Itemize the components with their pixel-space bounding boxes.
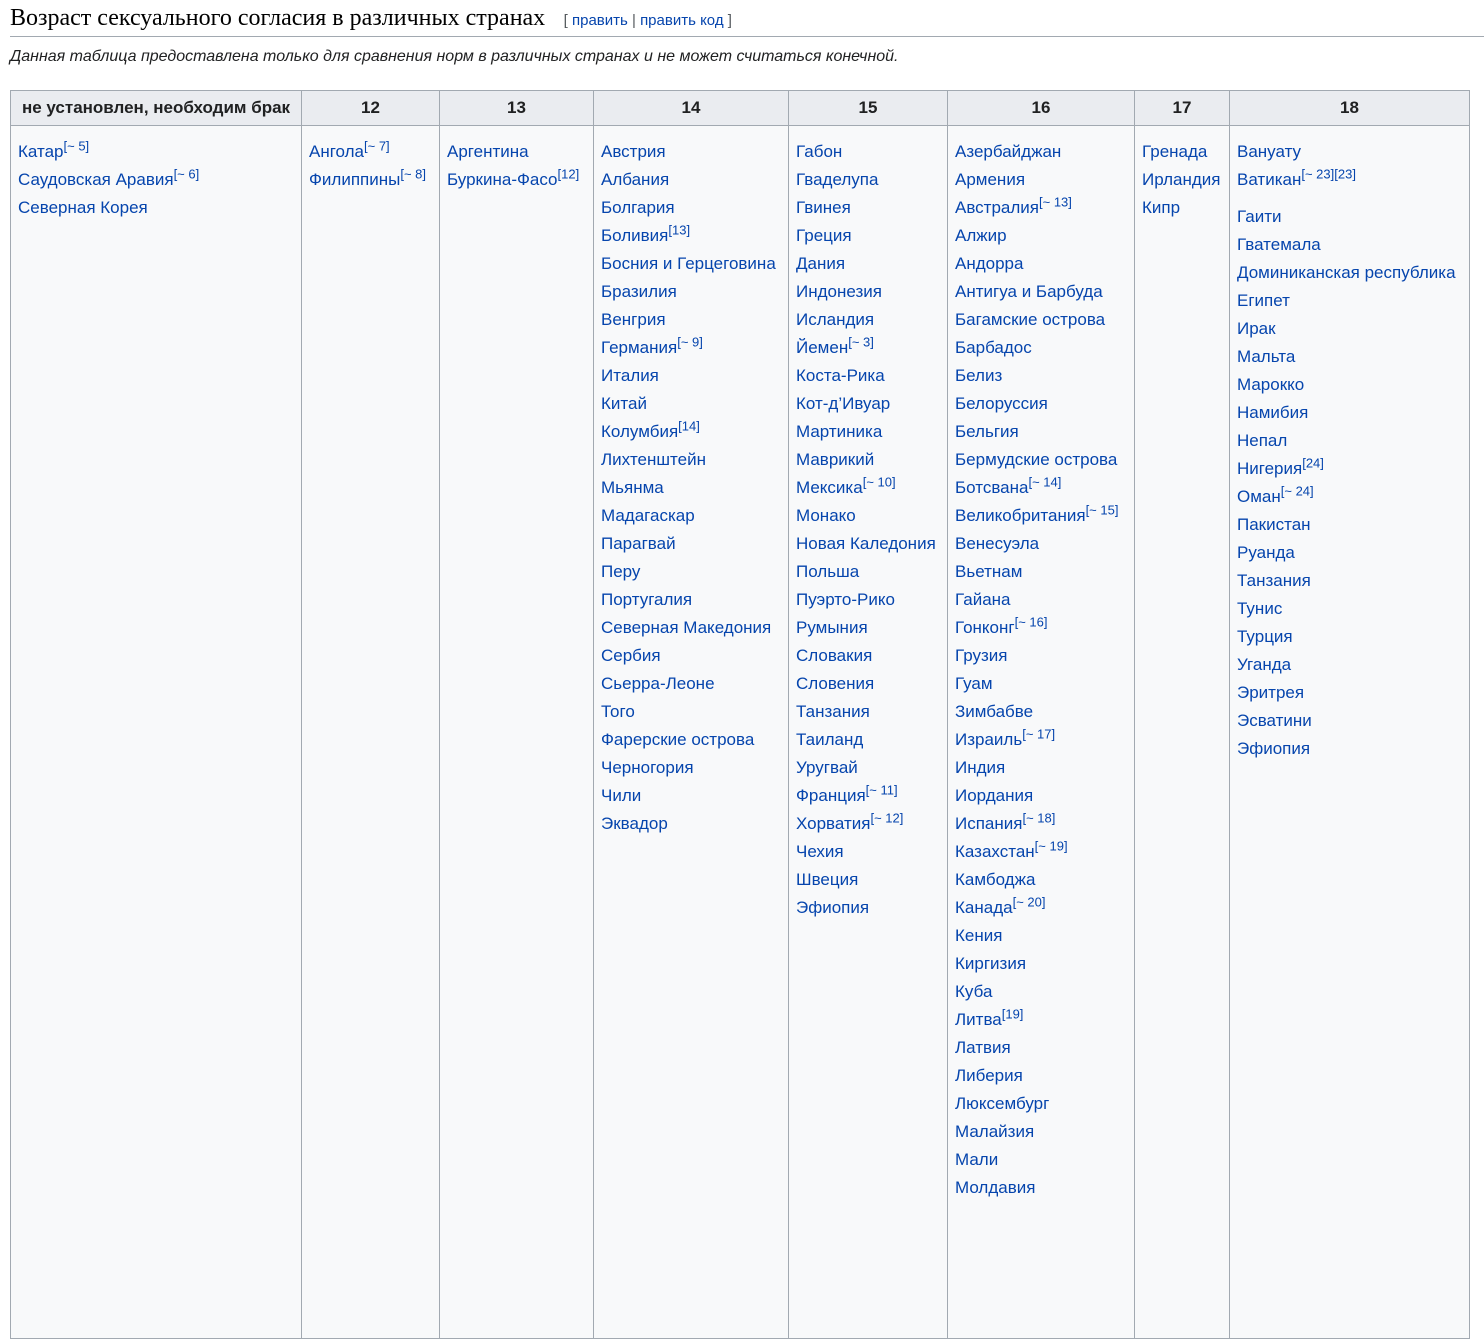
country-item bbox=[955, 502, 1127, 530]
edit-separator: | bbox=[627, 12, 641, 29]
country-item bbox=[955, 222, 1127, 250]
country-item bbox=[796, 726, 940, 754]
country-item bbox=[955, 138, 1127, 166]
country-link[interactable]: Эфиопия bbox=[1237, 739, 1311, 758]
country-link[interactable]: Албания bbox=[601, 170, 670, 189]
reference-link[interactable]: [~ 8] bbox=[400, 166, 427, 182]
column-cell bbox=[11, 126, 302, 1339]
country-link[interactable]: Ботсвана bbox=[955, 478, 1029, 497]
country-link[interactable]: Ирак bbox=[1237, 319, 1276, 338]
reference-link[interactable]: [~ 17] bbox=[1022, 726, 1056, 742]
edit-section-links bbox=[564, 12, 732, 29]
country-link[interactable]: Гренада bbox=[1142, 142, 1208, 161]
country-item bbox=[18, 166, 294, 194]
country-link[interactable]: Бельгия bbox=[955, 422, 1019, 441]
country-item bbox=[601, 474, 781, 502]
country-link[interactable]: Эритрея bbox=[1237, 683, 1305, 702]
country-link[interactable]: Того bbox=[601, 702, 635, 721]
country-item bbox=[796, 250, 940, 278]
country-item bbox=[955, 306, 1127, 334]
country-link[interactable]: Вануату bbox=[1237, 142, 1302, 161]
reference-link[interactable]: [~ 18] bbox=[1022, 810, 1056, 826]
column-cell bbox=[440, 126, 594, 1339]
country-item bbox=[1237, 399, 1462, 427]
country-link[interactable]: Португалия bbox=[601, 590, 693, 609]
country-item bbox=[955, 558, 1127, 586]
reference-link[interactable]: [~ 24] bbox=[1280, 483, 1314, 499]
reference-link[interactable]: [~ 13] bbox=[1039, 194, 1072, 210]
country-link[interactable]: Латвия bbox=[955, 1038, 1011, 1057]
country-item bbox=[955, 866, 1127, 894]
country-link[interactable]: Багамские острова bbox=[955, 310, 1106, 329]
country-link[interactable]: Катар bbox=[18, 142, 64, 161]
country-link[interactable]: Грузия bbox=[955, 646, 1008, 665]
country-link[interactable]: Венесуэла bbox=[955, 534, 1040, 553]
country-item bbox=[955, 586, 1127, 614]
country-link[interactable]: Иордания bbox=[955, 786, 1034, 805]
country-item bbox=[1237, 679, 1462, 707]
country-item bbox=[955, 362, 1127, 390]
reference-link[interactable]: [~ 7] bbox=[364, 138, 390, 154]
country-item bbox=[1237, 455, 1462, 483]
country-item bbox=[955, 1062, 1127, 1090]
country-link[interactable]: Литва bbox=[955, 1010, 1002, 1029]
country-link[interactable]: Ангола bbox=[309, 142, 365, 161]
section-title: Возраст сексуального согласия в различных странах bbox=[10, 5, 546, 31]
country-link[interactable]: Дания bbox=[796, 254, 846, 273]
country-link[interactable]: Люксембург bbox=[955, 1094, 1050, 1113]
country-link[interactable]: Гваделупа bbox=[796, 170, 879, 189]
country-item bbox=[601, 194, 781, 222]
country-item bbox=[796, 222, 940, 250]
reference-link[interactable]: [~ 9] bbox=[677, 334, 703, 350]
country-item bbox=[601, 418, 781, 446]
country-item bbox=[309, 138, 432, 166]
country-item bbox=[955, 474, 1127, 502]
country-item bbox=[601, 222, 781, 250]
column-cell bbox=[594, 126, 789, 1339]
country-item bbox=[955, 250, 1127, 278]
country-link[interactable]: Андорра bbox=[955, 254, 1024, 273]
country-item bbox=[796, 278, 940, 306]
country-item bbox=[955, 950, 1127, 978]
country-link[interactable]: Пуэрто-Рико bbox=[796, 590, 895, 609]
table-note: Данная таблица предоставлена только для сравнения норм в различных странах и не может считаться конечной. bbox=[10, 48, 899, 65]
country-link[interactable]: Алжир bbox=[955, 226, 1007, 245]
country-link[interactable]: Белиз bbox=[955, 366, 1003, 385]
country-item bbox=[447, 138, 586, 166]
country-item bbox=[309, 166, 432, 194]
country-item bbox=[796, 502, 940, 530]
reference-link[interactable]: [~ 14] bbox=[1028, 474, 1062, 490]
country-item bbox=[796, 642, 940, 670]
country-item bbox=[601, 558, 781, 586]
country-link[interactable]: Исландия bbox=[796, 310, 875, 329]
country-link[interactable]: Гвинея bbox=[796, 198, 851, 217]
country-link[interactable]: Танзания bbox=[1237, 571, 1311, 590]
country-item bbox=[955, 670, 1127, 698]
country-link[interactable]: Тунис bbox=[1237, 599, 1283, 618]
country-item bbox=[955, 334, 1127, 362]
country-link[interactable]: Чехия bbox=[796, 842, 844, 861]
country-item bbox=[955, 1006, 1127, 1034]
country-item bbox=[796, 530, 940, 558]
reference-link[interactable]: [~ 3] bbox=[848, 334, 874, 350]
country-item bbox=[955, 782, 1127, 810]
country-item bbox=[601, 754, 781, 782]
country-link[interactable]: Босния и Герцеговина bbox=[601, 254, 776, 273]
country-link[interactable]: Индонезия bbox=[796, 282, 882, 301]
country-link[interactable]: Эфиопия bbox=[796, 898, 870, 917]
country-item bbox=[601, 446, 781, 474]
country-link[interactable]: Боливия bbox=[601, 226, 669, 245]
country-item bbox=[955, 978, 1127, 1006]
country-link[interactable]: Казахстан bbox=[955, 842, 1035, 861]
country-link[interactable]: Камбоджа bbox=[955, 870, 1036, 889]
country-item bbox=[955, 922, 1127, 950]
reference-link[interactable]: [12] bbox=[557, 166, 580, 182]
country-item bbox=[955, 1118, 1127, 1146]
country-link[interactable]: Танзания bbox=[796, 702, 870, 721]
country-link[interactable]: Руанда bbox=[1237, 543, 1295, 562]
column-header: 16 bbox=[948, 91, 1135, 126]
country-item bbox=[796, 166, 940, 194]
country-item bbox=[796, 558, 940, 586]
country-link[interactable]: Китай bbox=[601, 394, 647, 413]
column-header: 12 bbox=[302, 91, 440, 126]
column-cell bbox=[302, 126, 440, 1339]
edit-bracket-open: [ bbox=[563, 12, 572, 29]
country-link[interactable]: Мали bbox=[955, 1150, 999, 1169]
country-item bbox=[601, 782, 781, 810]
country-link[interactable]: Испания bbox=[955, 814, 1023, 833]
country-link[interactable]: Куба bbox=[955, 982, 993, 1001]
country-link[interactable]: Колумбия bbox=[601, 422, 679, 441]
country-link[interactable]: Сербия bbox=[601, 646, 661, 665]
country-item bbox=[1237, 259, 1462, 287]
table-body-row bbox=[11, 126, 1470, 1339]
country-link[interactable]: Либерия bbox=[955, 1066, 1023, 1085]
column-cell bbox=[948, 126, 1135, 1339]
reference-link[interactable]: [14] bbox=[678, 418, 700, 434]
reference-link[interactable]: [~ 15] bbox=[1085, 502, 1119, 518]
country-item bbox=[601, 530, 781, 558]
country-item bbox=[955, 614, 1127, 642]
country-item bbox=[796, 194, 940, 222]
country-item bbox=[796, 838, 940, 866]
country-link[interactable]: Германия bbox=[601, 338, 678, 357]
reference-link[interactable]: [~ 16] bbox=[1014, 614, 1048, 630]
country-item bbox=[955, 166, 1127, 194]
country-item bbox=[1142, 194, 1222, 222]
column-header: 18 bbox=[1230, 91, 1470, 126]
country-link[interactable]: Бермудские острова bbox=[955, 450, 1118, 469]
country-link[interactable]: Армения bbox=[955, 170, 1026, 189]
country-item bbox=[796, 866, 940, 894]
country-item bbox=[601, 334, 781, 362]
country-link[interactable]: Кения bbox=[955, 926, 1003, 945]
country-link[interactable]: Северная Корея bbox=[18, 198, 148, 217]
country-item bbox=[955, 726, 1127, 754]
country-link[interactable]: Маврикий bbox=[796, 450, 875, 469]
country-item bbox=[601, 278, 781, 306]
country-item bbox=[955, 390, 1127, 418]
edit-bracket-close: ] bbox=[723, 12, 732, 29]
country-item bbox=[1237, 371, 1462, 399]
country-link[interactable]: Фарерские острова bbox=[601, 730, 755, 749]
column-header: 15 bbox=[789, 91, 948, 126]
country-link[interactable]: Италия bbox=[601, 366, 659, 385]
country-item bbox=[955, 1034, 1127, 1062]
country-item bbox=[796, 754, 940, 782]
country-item bbox=[955, 278, 1127, 306]
country-link[interactable]: Новая Каледония bbox=[796, 534, 936, 553]
list-gap bbox=[1237, 194, 1462, 203]
country-link[interactable]: Гаити bbox=[1237, 207, 1282, 226]
country-link[interactable]: Греция bbox=[796, 226, 852, 245]
country-item bbox=[955, 894, 1127, 922]
country-item bbox=[1237, 623, 1462, 651]
country-item bbox=[955, 194, 1127, 222]
country-link[interactable]: Австралия bbox=[955, 198, 1039, 217]
country-link[interactable]: Пакистан bbox=[1237, 515, 1311, 534]
country-item bbox=[796, 390, 940, 418]
country-item bbox=[1237, 166, 1462, 194]
country-link[interactable]: Габон bbox=[796, 142, 843, 161]
column-header: 13 bbox=[440, 91, 594, 126]
country-link[interactable]: Словакия bbox=[796, 646, 873, 665]
reference-link[interactable]: [24] bbox=[1302, 455, 1324, 471]
reference-link[interactable]: [13] bbox=[668, 222, 691, 238]
country-item bbox=[796, 614, 940, 642]
country-link[interactable]: Азербайджан bbox=[955, 142, 1062, 161]
country-item bbox=[1237, 707, 1462, 735]
country-item bbox=[796, 698, 940, 726]
country-item bbox=[955, 1146, 1127, 1174]
country-item bbox=[796, 474, 940, 502]
country-link[interactable]: Вьетнам bbox=[955, 562, 1023, 581]
country-link[interactable]: Мартиника bbox=[796, 422, 883, 441]
country-item bbox=[1237, 651, 1462, 679]
country-link[interactable]: Доминиканская республика bbox=[1237, 263, 1456, 282]
reference-link[interactable]: [~ 12] bbox=[870, 810, 904, 826]
country-link[interactable]: Венгрия bbox=[601, 310, 666, 329]
country-item bbox=[601, 502, 781, 530]
country-item bbox=[955, 642, 1127, 670]
country-item bbox=[955, 810, 1127, 838]
country-item bbox=[955, 446, 1127, 474]
country-link[interactable]: Белоруссия bbox=[955, 394, 1048, 413]
country-link[interactable]: Таиланд bbox=[796, 730, 864, 749]
edit-code-link[interactable]: править код bbox=[640, 12, 724, 29]
country-link[interactable]: Черногория bbox=[601, 758, 694, 777]
country-item bbox=[1237, 539, 1462, 567]
country-item bbox=[796, 306, 940, 334]
country-item bbox=[1237, 343, 1462, 371]
reference-link[interactable]: [~ 11] bbox=[865, 782, 898, 798]
country-item bbox=[1237, 567, 1462, 595]
country-item bbox=[796, 418, 940, 446]
country-item bbox=[796, 782, 940, 810]
country-link[interactable]: Барбадос bbox=[955, 338, 1032, 357]
column-cell bbox=[789, 126, 948, 1339]
country-link[interactable]: Молдавия bbox=[955, 1178, 1036, 1197]
country-item bbox=[1237, 483, 1462, 511]
country-item bbox=[1237, 427, 1462, 455]
country-link[interactable]: Гонконг bbox=[955, 618, 1015, 637]
country-link[interactable]: Мьянма bbox=[601, 478, 664, 497]
country-link[interactable]: Непал bbox=[1237, 431, 1288, 450]
country-link[interactable]: Кипр bbox=[1142, 198, 1181, 217]
reference-link[interactable]: [~ 20] bbox=[1012, 894, 1046, 910]
country-item bbox=[796, 810, 940, 838]
country-link[interactable]: Лихтенштейн bbox=[601, 450, 706, 469]
country-item bbox=[796, 894, 940, 922]
country-item bbox=[447, 166, 586, 194]
country-link[interactable]: Малайзия bbox=[955, 1122, 1035, 1141]
country-item bbox=[796, 446, 940, 474]
country-item bbox=[1237, 287, 1462, 315]
country-item bbox=[955, 418, 1127, 446]
country-link[interactable]: Бразилия bbox=[601, 282, 677, 301]
country-item bbox=[1142, 138, 1222, 166]
country-item bbox=[18, 194, 294, 222]
country-link[interactable]: Эквадор bbox=[601, 814, 668, 833]
reference-link[interactable]: [19] bbox=[1001, 1006, 1024, 1022]
country-link[interactable]: Северная Македония bbox=[601, 618, 772, 637]
column-header: 14 bbox=[594, 91, 789, 126]
country-item bbox=[601, 250, 781, 278]
country-item bbox=[601, 642, 781, 670]
country-item bbox=[601, 810, 781, 838]
country-link[interactable]: Ирландия bbox=[1142, 170, 1221, 189]
country-item bbox=[1237, 735, 1462, 763]
column-cell bbox=[1135, 126, 1230, 1339]
country-item bbox=[601, 390, 781, 418]
country-item bbox=[955, 838, 1127, 866]
country-item bbox=[601, 362, 781, 390]
country-link[interactable]: Филиппины bbox=[309, 170, 401, 189]
country-item bbox=[601, 166, 781, 194]
country-link[interactable]: Сьерра-Леоне bbox=[601, 674, 715, 693]
country-link[interactable]: Йемен bbox=[796, 338, 849, 357]
country-link[interactable]: Франция bbox=[796, 786, 866, 805]
country-item bbox=[1142, 166, 1222, 194]
country-link[interactable]: Оман bbox=[1237, 487, 1281, 506]
country-item bbox=[601, 586, 781, 614]
country-item bbox=[1237, 138, 1462, 166]
country-item bbox=[796, 334, 940, 362]
country-item bbox=[601, 306, 781, 334]
country-item bbox=[601, 614, 781, 642]
country-item bbox=[955, 530, 1127, 558]
country-link[interactable]: Коста-Рика bbox=[796, 366, 885, 385]
country-item bbox=[18, 138, 294, 166]
edit-link[interactable]: править bbox=[571, 12, 628, 29]
country-link[interactable]: Намибия bbox=[1237, 403, 1309, 422]
country-link[interactable]: Израиль bbox=[955, 730, 1023, 749]
country-link[interactable]: Буркина-Фасо bbox=[447, 170, 558, 189]
country-link[interactable]: Индия bbox=[955, 758, 1006, 777]
country-link[interactable]: Ватикан bbox=[1237, 170, 1302, 189]
column-header: не установлен, необходим брак bbox=[11, 91, 302, 126]
country-link[interactable]: Аргентина bbox=[447, 142, 529, 161]
country-link[interactable]: Австрия bbox=[601, 142, 666, 161]
country-link[interactable]: Нигерия bbox=[1237, 459, 1303, 478]
country-item bbox=[796, 138, 940, 166]
age-of-consent-table bbox=[10, 90, 1470, 1339]
country-item bbox=[1237, 511, 1462, 539]
country-link[interactable]: Египет bbox=[1237, 291, 1290, 310]
country-link[interactable]: Румыния bbox=[796, 618, 868, 637]
country-link[interactable]: Гуам bbox=[955, 674, 993, 693]
country-link[interactable]: Мексика bbox=[796, 478, 863, 497]
country-link[interactable]: Монако bbox=[796, 506, 856, 525]
country-link[interactable]: Хорватия bbox=[796, 814, 871, 833]
country-link[interactable]: Турция bbox=[1237, 627, 1293, 646]
country-item bbox=[601, 698, 781, 726]
country-link[interactable]: Парагвай bbox=[601, 534, 676, 553]
country-link[interactable]: Эсватини bbox=[1237, 711, 1312, 730]
country-item bbox=[955, 1174, 1127, 1202]
country-link[interactable]: Саудовская Аравия bbox=[18, 170, 174, 189]
country-item bbox=[601, 670, 781, 698]
reference-link[interactable]: [~ 23][23] bbox=[1301, 166, 1356, 182]
country-link[interactable]: Кот-д’Ивуар bbox=[796, 394, 891, 413]
country-link[interactable]: Антигуа и Барбуда bbox=[955, 282, 1103, 301]
country-item bbox=[796, 670, 940, 698]
country-link[interactable]: Мальта bbox=[1237, 347, 1296, 366]
country-item bbox=[1237, 231, 1462, 259]
country-link[interactable]: Уганда bbox=[1237, 655, 1292, 674]
reference-link[interactable]: [~ 10] bbox=[862, 474, 896, 490]
country-item bbox=[1237, 315, 1462, 343]
country-link[interactable]: Киргизия bbox=[955, 954, 1027, 973]
country-link[interactable]: Мадагаскар bbox=[601, 506, 695, 525]
country-link[interactable]: Болгария bbox=[601, 198, 675, 217]
section-heading bbox=[10, 2, 1484, 37]
column-header: 17 bbox=[1135, 91, 1230, 126]
country-item bbox=[601, 138, 781, 166]
country-link[interactable]: Словения bbox=[796, 674, 875, 693]
column-cell bbox=[1230, 126, 1470, 1339]
country-link[interactable]: Перу bbox=[601, 562, 641, 581]
country-item bbox=[955, 1090, 1127, 1118]
country-link[interactable]: Чили bbox=[601, 786, 642, 805]
country-item bbox=[955, 754, 1127, 782]
reference-link[interactable]: [~ 6] bbox=[173, 166, 200, 182]
country-link[interactable]: Польша bbox=[796, 562, 860, 581]
reference-link[interactable]: [~ 5] bbox=[63, 138, 90, 154]
country-item bbox=[796, 586, 940, 614]
country-item bbox=[955, 698, 1127, 726]
country-item bbox=[1237, 203, 1462, 231]
country-item bbox=[796, 362, 940, 390]
country-link[interactable]: Марокко bbox=[1237, 375, 1305, 394]
country-link[interactable]: Уругвай bbox=[796, 758, 858, 777]
country-link[interactable]: Гайана bbox=[955, 590, 1011, 609]
country-link[interactable]: Зимбабве bbox=[955, 702, 1034, 721]
country-link[interactable]: Гватемала bbox=[1237, 235, 1321, 254]
country-link[interactable]: Канада bbox=[955, 898, 1013, 917]
country-link[interactable]: Швеция bbox=[796, 870, 859, 889]
reference-link[interactable]: [~ 19] bbox=[1034, 838, 1068, 854]
country-item bbox=[601, 726, 781, 754]
country-item bbox=[1237, 595, 1462, 623]
country-link[interactable]: Великобритания bbox=[955, 506, 1086, 525]
table-header-row bbox=[11, 91, 1470, 126]
